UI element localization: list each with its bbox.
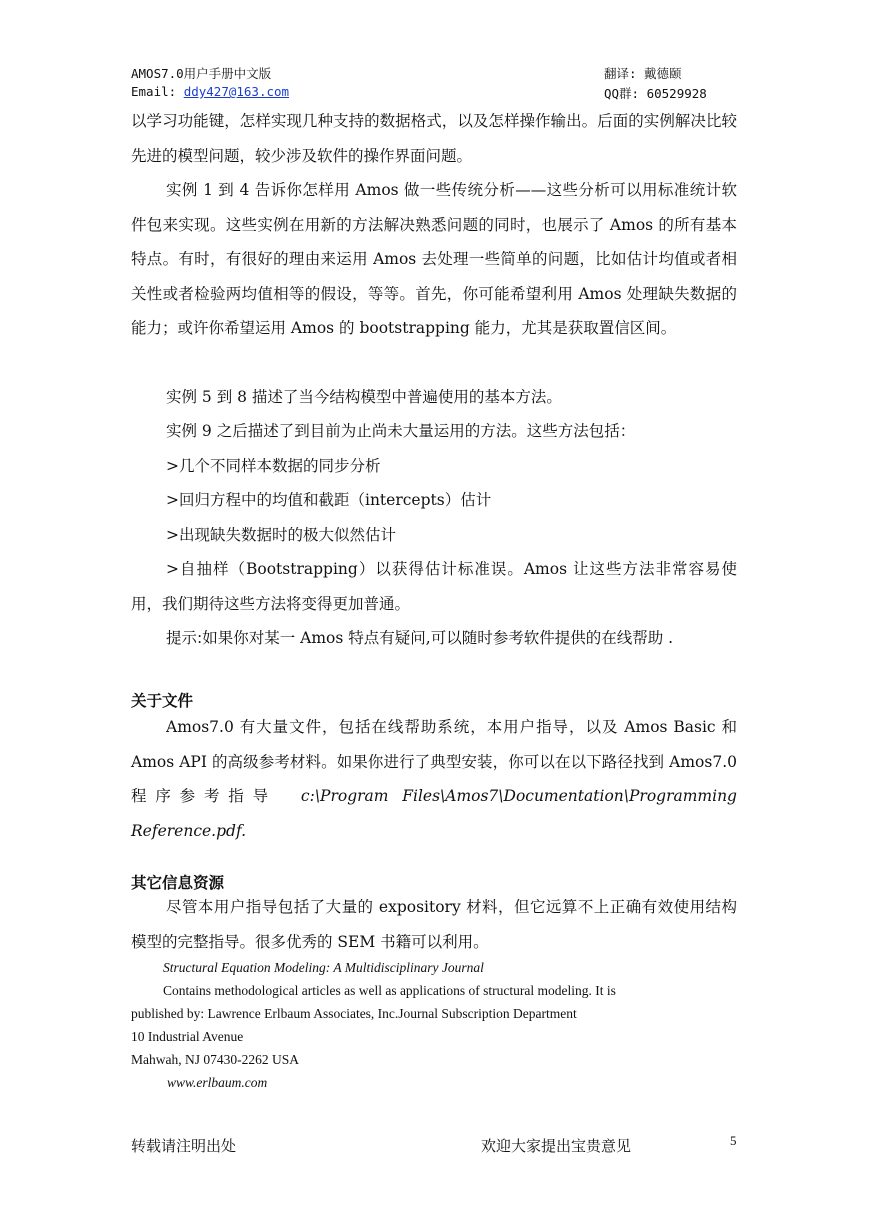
bullet-item: >出现缺失数据时的极大似然估计 [166,526,396,544]
journal-title: Structural Equation Modeling: A Multidisciplinary Journal [163,960,484,975]
tip-label: 提示: [166,629,203,647]
header-title: AMOS7.0用户手册中文版 [131,66,272,81]
journal-address-line: 10 Industrial Avenue [131,1029,244,1044]
paragraph-resources: 尽管本用户指导包括了大量的 expository 材料，但它远算不上正确有效使用结构模型的完整指导。很多优秀的 SEM 书籍可以利用。 [131,898,737,951]
footer-center: 欢迎大家提出宝贵意见 [481,1137,632,1155]
header-qq: QQ群: 60529928 [604,86,707,101]
bullet-item: >自抽样（Bootstrapping）以获得估计标准误。Amos 让这些方法非常容易使用，我们期待这些方法将变得更加普通。 [131,560,737,613]
journal-publisher-line: published by: Lawrence Erlbaum Associates, Inc.Journal Subscription Department [131,1006,577,1021]
email-link[interactable]: ddy427@163.com [183,84,290,99]
section-heading-resources: 其它信息资源 [131,874,225,892]
bullet-item: >回归方程中的均值和截距（intercepts）估计 [166,491,492,509]
header-translator: 翻译: 戴德颐 [604,66,682,81]
header-email-line [131,84,289,99]
files-path: c:\Program Files\Amos7\Documentation\Programming Reference.pdf. [131,787,737,840]
bullet-item: >几个不同样本数据的同步分析 [166,457,381,475]
page-number: 5 [730,1133,737,1148]
journal-url[interactable]: www.erlbaum.com [167,1075,268,1090]
files-text: Amos7.0 有大量文件，包括在线帮助系统，本用户指导，以及 Amos Basic 和 Amos API 的高级参考材料。如果你进行了典型安装，你可以在以下路径找到 Amos7.0 程序参考指导 [131,718,737,805]
tip-text: 如果你对某一 Amos 特点有疑问,可以随时参考软件提供的在线帮助 . [202,629,674,647]
paragraph-examples-1-4: 实例 1 到 4 告诉你怎样用 Amos 做一些传统分析——这些分析可以用标准统计软件包来实现。这些实例在用新的方法解决熟悉问题的同时，也展示了 Amos 的所有基本特点。有时，有很好的理由来运用 Amos 去处理一些简单的问题，比如估计均值或者相关性或者检验两均值相等的假设，等等。首先，你可能希望利用 Amos 处理缺失数据的能力；或许你希望运用 Amos 的 bootstrapping 能力，尤其是获取置信区间。 [131,181,737,337]
journal-description-line: Contains methodological articles as well as applications of structural modeling. It is [163,983,616,998]
paragraph-examples-5-8: 实例 5 到 8 描述了当今结构模型中普遍使用的基本方法。 [166,388,562,406]
journal-city-line: Mahwah, NJ 07430-2262 USA [131,1052,299,1067]
paragraph-intro-continued: 以学习功能键，怎样实现几种支持的数据格式，以及怎样操作输出。后面的实例解决比较先进的模型问题，较少涉及软件的操作界面问题。 [131,112,737,165]
email-label: Email: [131,84,184,99]
tip-paragraph [131,621,737,656]
paragraph-files [131,710,737,848]
footer-left: 转载请注明出处 [131,1137,237,1155]
section-heading-files: 关于文件 [131,692,194,710]
paragraph-examples-9: 实例 9 之后描述了到目前为止尚未大量运用的方法。这些方法包括： [166,422,636,440]
